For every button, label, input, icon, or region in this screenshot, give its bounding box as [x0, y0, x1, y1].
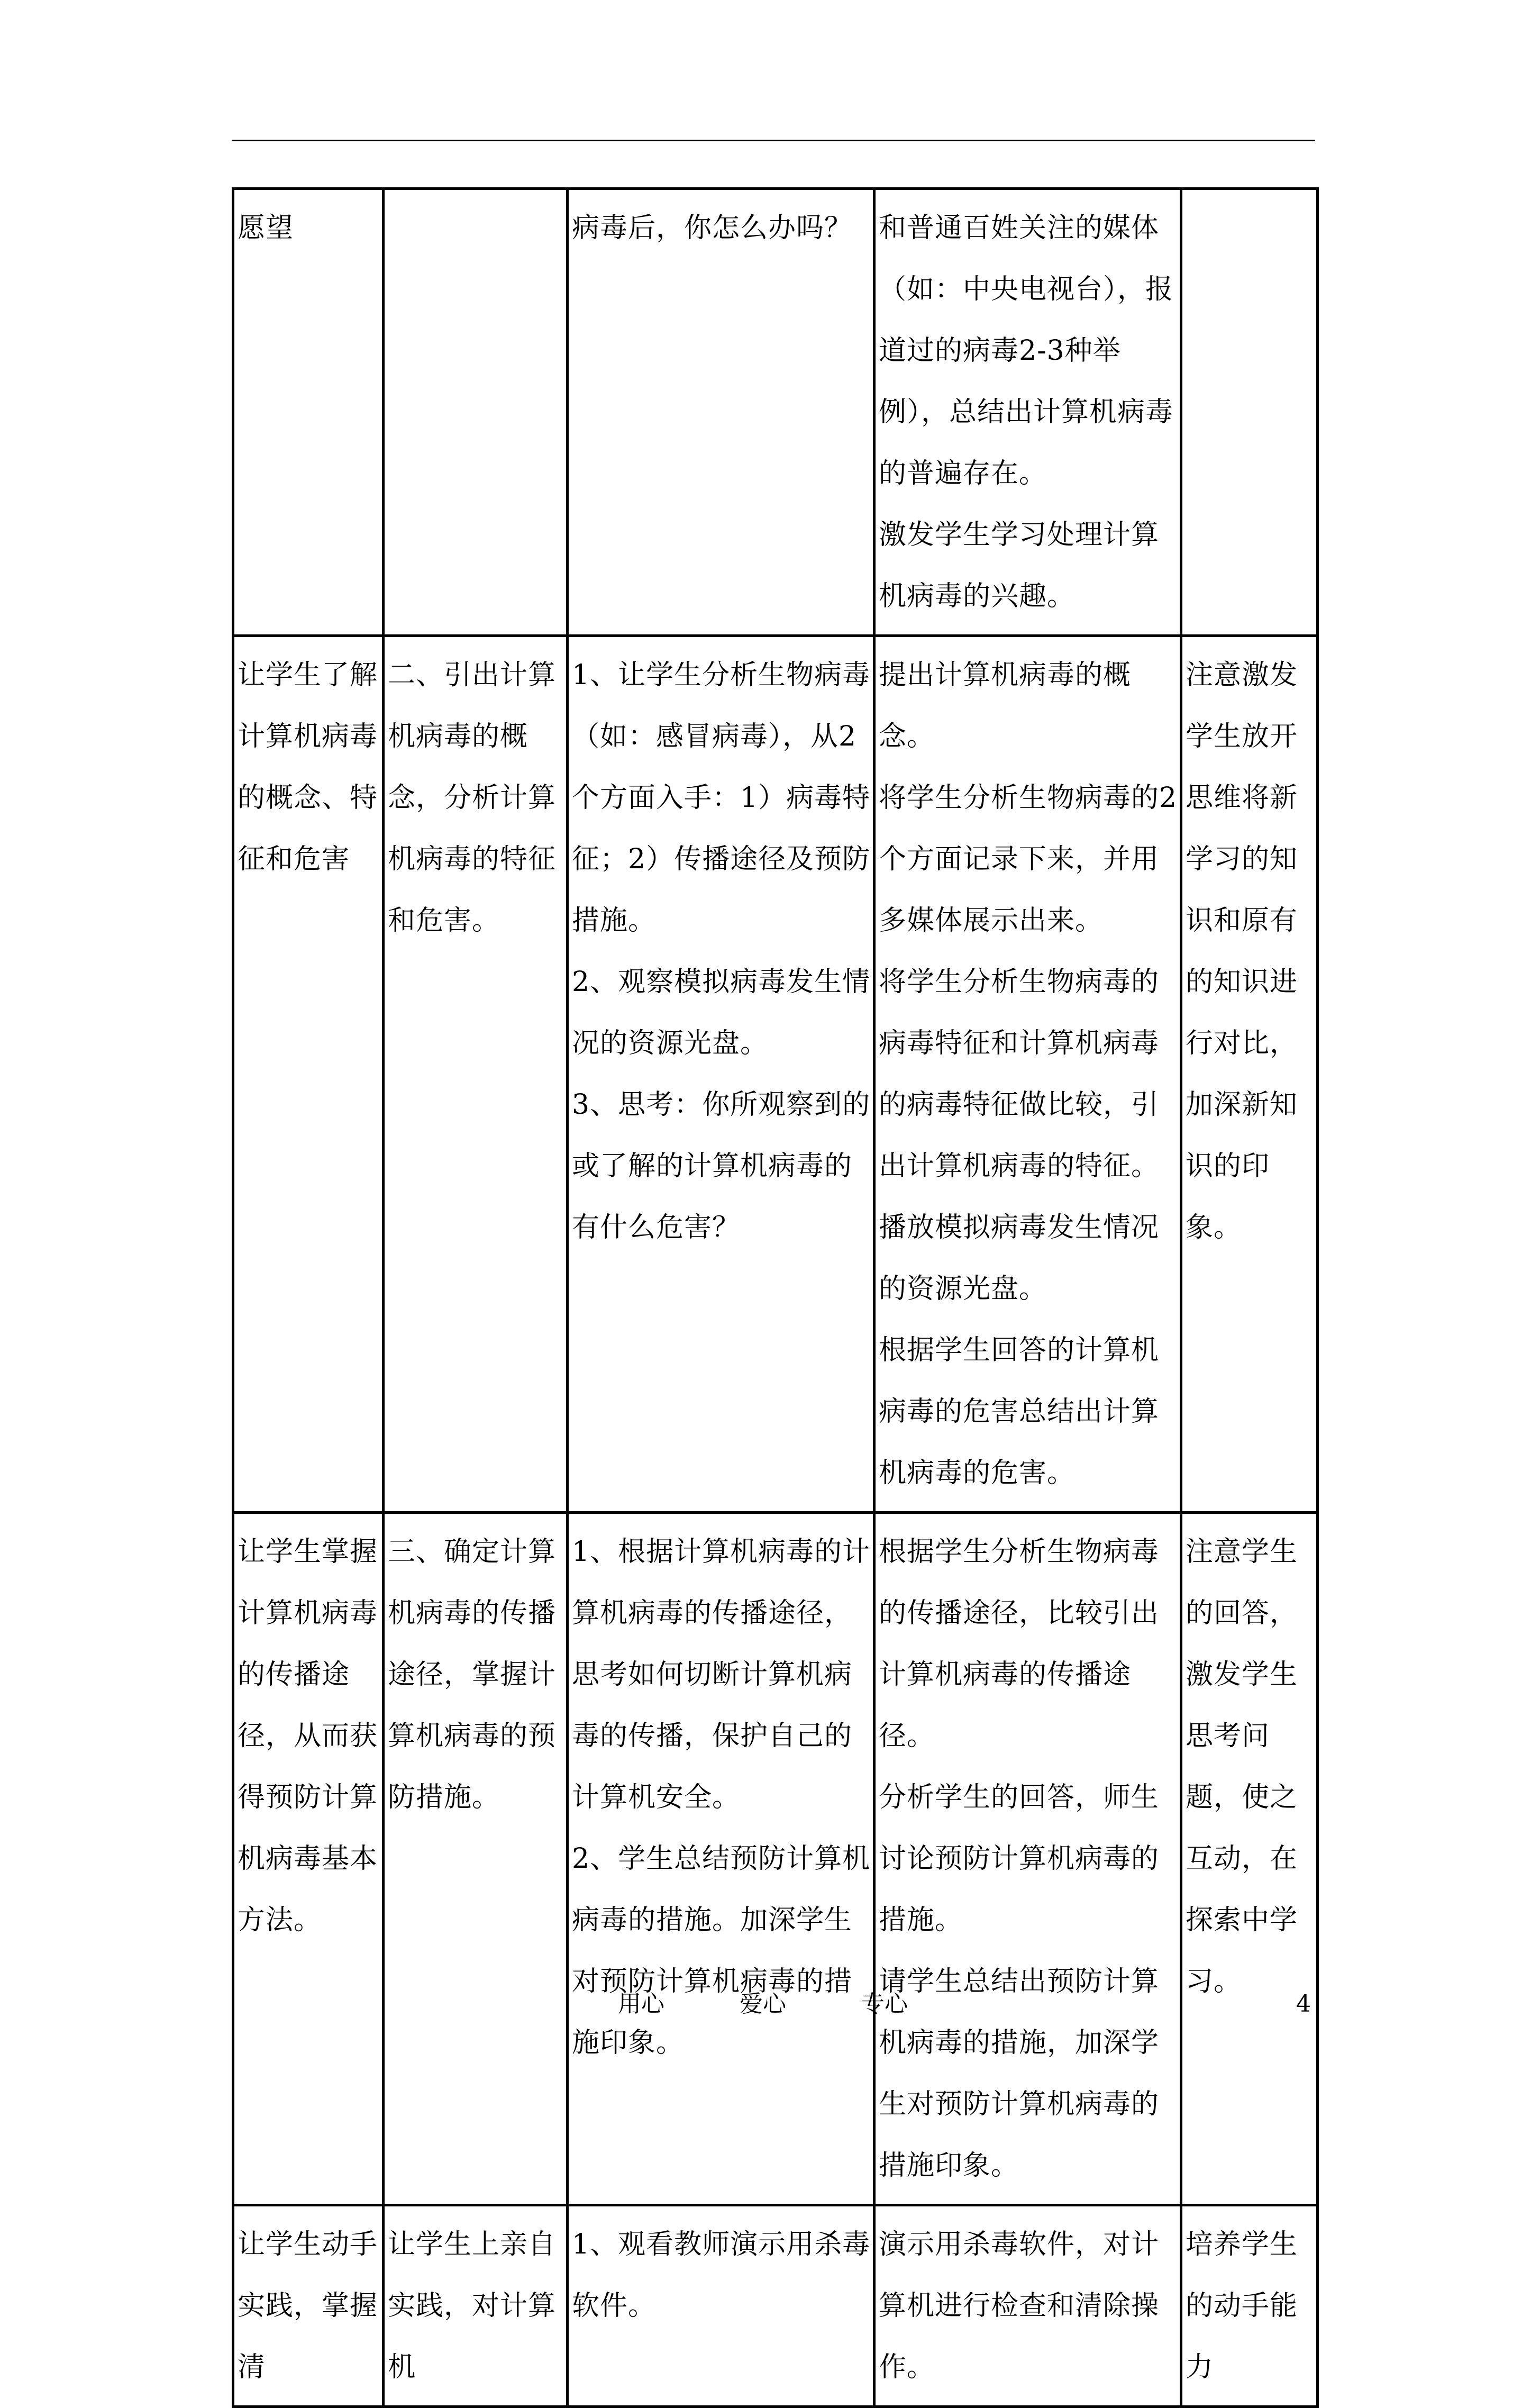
teacher-activity-cell — [874, 2205, 1181, 2407]
cell-text: 演示用杀毒软件，对计算机进行检查和清除操作。 — [879, 2229, 1160, 2383]
section-cell — [384, 1513, 568, 2205]
section-cell — [384, 2205, 568, 2407]
cell-text: 培养学生的动手能力 — [1186, 2229, 1298, 2383]
footer-motto-item: 用心 — [618, 1991, 664, 2018]
cell-text: 病毒后，你怎么办吗？ — [572, 212, 853, 244]
objective-cell — [233, 2205, 384, 2407]
cell-text: 将学生分析生物病毒的病毒特征和计算机病毒的病毒特征做比较，引出计算机病毒的特征。 — [879, 966, 1160, 1182]
student-activity-cell — [568, 636, 874, 1513]
cell-text: 播放模拟病毒发生情况的资源光盘。 — [879, 1212, 1160, 1305]
cell-text: 根据学生回答的计算机病毒的危害总结出计算机病毒的危害。 — [879, 1334, 1160, 1489]
objective-cell — [233, 189, 384, 636]
remarks-cell — [1181, 189, 1318, 636]
cell-text: 注意激发学生放开思维将新学习的知识和原有的知识进行对比，加深新知识的印象。 — [1186, 659, 1298, 1243]
cell-text: 将学生分析生物病毒的2个方面记录下来，并用多媒体展示出来。 — [879, 782, 1178, 937]
cell-text: 请学生总结出预防计算机病毒的措施，加深学生对预防计算机病毒的措施印象。 — [879, 1966, 1160, 2182]
cell-text: 2、观察模拟病毒发生情况的资源光盘。 — [572, 966, 871, 1059]
footer-motto-item: 专心 — [861, 1991, 908, 2018]
cell-text: 1、让学生分析生物病毒（如：感冒病毒），从2个方面入手：1）病毒特征；2）传播途径及预防措施。 — [572, 659, 871, 937]
table-row — [233, 189, 1318, 636]
student-activity-cell — [568, 1513, 874, 2205]
cell-text: 1、观看教师演示用杀毒软件。 — [572, 2229, 871, 2322]
header-rule — [232, 140, 1315, 141]
section-cell — [384, 636, 568, 1513]
cell-text: 3、思考：你所观察到的或了解的计算机病毒的有什么危害？ — [572, 1089, 871, 1243]
table-row — [233, 636, 1318, 1513]
remarks-cell — [1181, 1513, 1318, 2205]
cell-text: 2、学生总结预防计算机病毒的措施。加深学生对预防计算机病毒的措施印象。 — [572, 1843, 871, 2059]
cell-text: 让学生掌握计算机病毒的传播途径，从而获得预防计算机病毒基本方法。 — [238, 1536, 378, 1936]
student-activity-cell — [568, 2205, 874, 2407]
cell-text: 根据学生分析生物病毒的传播途径，比较引出计算机病毒的传播途径。 — [879, 1536, 1160, 1752]
cell-text: 让学生上亲自实践，对计算机 — [388, 2229, 557, 2383]
table-row — [233, 1513, 1318, 2205]
teacher-activity-cell — [874, 636, 1181, 1513]
cell-text: 注意学生的回答，激发学生思考问题，使之互动，在探索中学习。 — [1186, 1536, 1298, 1997]
cell-text: 让学生动手实践，掌握清 — [238, 2229, 378, 2383]
table-body — [233, 189, 1318, 2407]
cell-text: 激发学生学习处理计算机病毒的兴趣。 — [879, 519, 1160, 612]
page-number: 4 — [1296, 1991, 1311, 2018]
cell-text: 愿望 — [238, 212, 294, 244]
teacher-activity-cell — [874, 189, 1181, 636]
section-cell — [384, 189, 568, 636]
objective-cell — [233, 1513, 384, 2205]
cell-text: 分析学生的回答，师生讨论预防计算机病毒的措施。 — [879, 1782, 1160, 1936]
student-activity-cell — [568, 189, 874, 636]
table-row — [233, 2205, 1318, 2407]
cell-text: 和普通百姓关注的媒体（如：中央电视台），报道过的病毒2-3种举例），总结出计算机病毒的普遍存在。 — [879, 212, 1174, 489]
objective-cell — [233, 636, 384, 1513]
footer-motto-item: 爱心 — [740, 1991, 786, 2018]
remarks-cell — [1181, 636, 1318, 1513]
cell-text: 三、确定计算机病毒的传播途径，掌握计算机病毒的预防措施。 — [388, 1536, 557, 1813]
footer-motto — [618, 1988, 976, 2020]
cell-text: 让学生了解计算机病毒的概念、特征和危害 — [238, 659, 378, 875]
remarks-cell — [1181, 2205, 1318, 2407]
cell-text: 提出计算机病毒的概念。 — [879, 659, 1132, 752]
cell-text: 二、引出计算机病毒的概念，分析计算机病毒的特征和危害。 — [388, 659, 557, 937]
cell-text: 1、根据计算机病毒的计算机病毒的传播途径，思考如何切断计算机病毒的传播，保护自己的计算机安全。 — [572, 1536, 871, 1813]
lesson-plan-table — [232, 187, 1319, 2408]
teacher-activity-cell — [874, 1513, 1181, 2205]
